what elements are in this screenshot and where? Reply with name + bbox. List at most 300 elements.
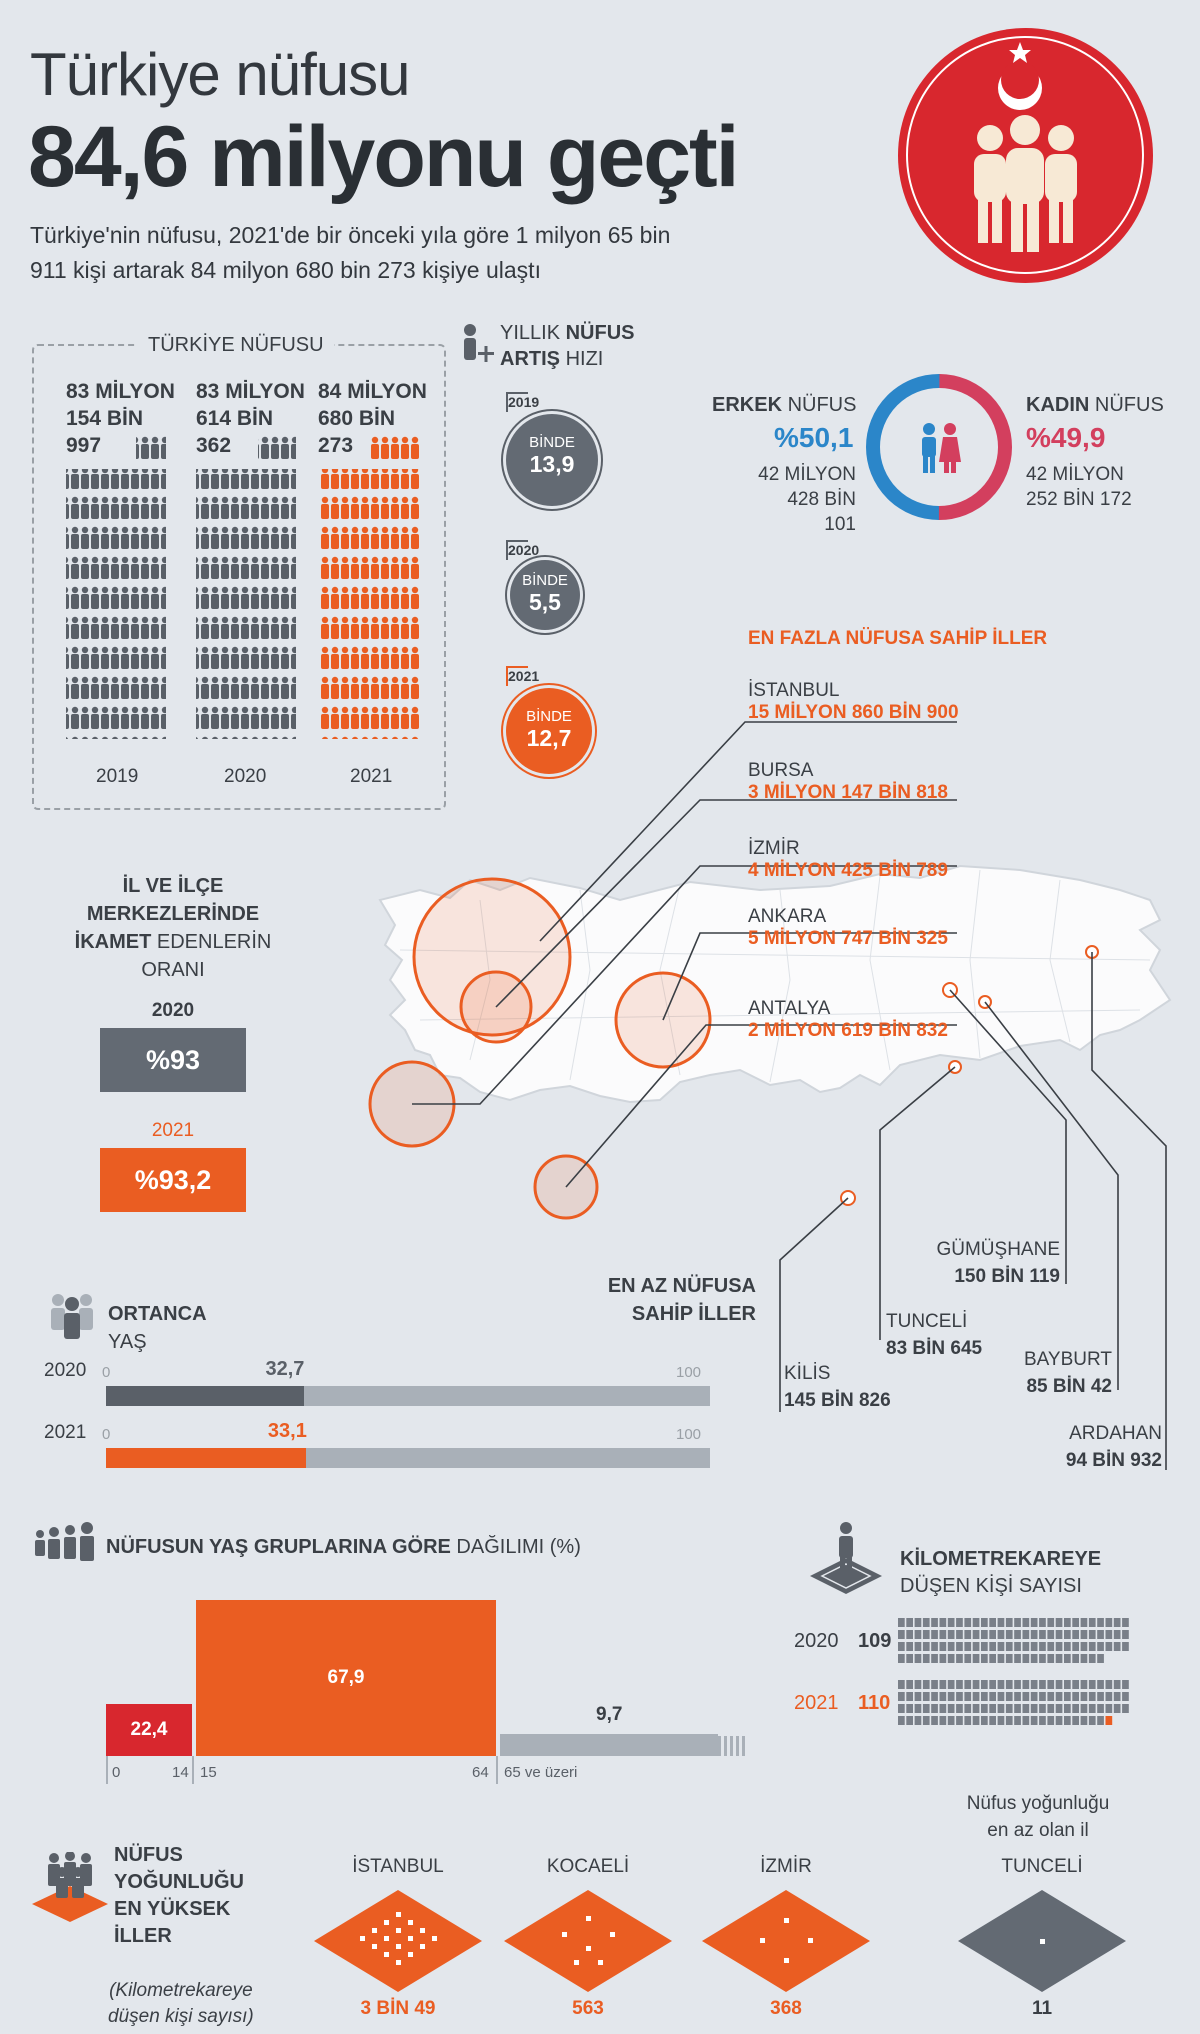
density-cell bbox=[989, 1630, 996, 1639]
density-cell bbox=[923, 1716, 930, 1725]
density-cell bbox=[948, 1692, 955, 1701]
density-cell bbox=[989, 1716, 996, 1725]
density-cell bbox=[1014, 1692, 1021, 1701]
city-istanbul-value: 15 MİLYON 860 BİN 900 bbox=[748, 702, 959, 723]
density-cell bbox=[1023, 1654, 1030, 1663]
density-city-kocaeli-value: 563 bbox=[572, 1998, 604, 2019]
pop-2021-line1: 84 MİLYON bbox=[318, 380, 427, 403]
pop-2020-line3: 362 bbox=[196, 434, 232, 457]
density-cell bbox=[1122, 1630, 1129, 1639]
density-cell bbox=[898, 1680, 905, 1689]
density-cell bbox=[1047, 1618, 1054, 1627]
density-cell bbox=[1081, 1680, 1088, 1689]
median-value-2021: 33,1 bbox=[267, 1420, 307, 1442]
density-cell bbox=[1072, 1618, 1079, 1627]
median-bar-2021 bbox=[106, 1448, 306, 1468]
density-cell bbox=[1072, 1630, 1079, 1639]
density-cities-title-line2: YOĞUNLUĞU bbox=[114, 1871, 244, 1893]
density-cell bbox=[1072, 1654, 1079, 1663]
density-cell bbox=[940, 1642, 947, 1651]
age-bar-continuation bbox=[718, 1736, 748, 1756]
density-cell bbox=[1056, 1654, 1063, 1663]
title-line1: Türkiye nüfusu bbox=[30, 41, 410, 108]
density-cell bbox=[1006, 1642, 1013, 1651]
density-cell bbox=[1106, 1704, 1113, 1713]
density-cell bbox=[1031, 1654, 1038, 1663]
density-city-kocaeli-name: KOCAELİ bbox=[546, 1856, 630, 1877]
density-cell bbox=[956, 1704, 963, 1713]
pop-2020-line2: 614 BİN bbox=[196, 407, 274, 430]
median-year-2021: 2021 bbox=[44, 1422, 87, 1443]
city-bayburt-value: 85 BİN 42 bbox=[1026, 1376, 1112, 1397]
residence-year-2021: 2021 bbox=[151, 1120, 195, 1141]
density-cell bbox=[1006, 1630, 1013, 1639]
age-bar-65-plus bbox=[500, 1734, 718, 1756]
density-cell bbox=[923, 1642, 930, 1651]
density-cell bbox=[998, 1654, 1005, 1663]
density-cell bbox=[1039, 1680, 1046, 1689]
density-cell bbox=[915, 1680, 922, 1689]
population-box-label: TÜRKİYE NÜFUSU bbox=[138, 334, 334, 357]
growth-unit-2020: BİNDE bbox=[522, 572, 568, 589]
city-istanbul-name: İSTANBUL bbox=[748, 680, 840, 701]
city-tunceli-value: 83 BİN 645 bbox=[886, 1338, 983, 1359]
subtitle-line2: 911 kişi artarak 84 milyon 680 bin 273 kişiye ulaştı bbox=[30, 257, 541, 283]
density-cell bbox=[1097, 1692, 1104, 1701]
density-cell bbox=[923, 1618, 930, 1627]
density-cell bbox=[1047, 1642, 1054, 1651]
density-cell bbox=[1072, 1704, 1079, 1713]
density-cell bbox=[906, 1642, 913, 1651]
pop-2019-line1: 83 MİLYON bbox=[66, 380, 175, 403]
density-cell bbox=[1097, 1630, 1104, 1639]
density-cell bbox=[973, 1716, 980, 1725]
density-cell bbox=[1089, 1692, 1096, 1701]
city-ardahan-name: ARDAHAN bbox=[1069, 1423, 1162, 1444]
age-groups-title bbox=[106, 1536, 581, 1559]
density-cell bbox=[989, 1618, 996, 1627]
density-city-tunceli-name: TUNCELİ bbox=[1001, 1856, 1083, 1877]
growth-title-normal: YILLIK bbox=[500, 322, 561, 344]
age-bar-15-64 bbox=[196, 1600, 496, 1756]
density-cell bbox=[973, 1654, 980, 1663]
city-ardahan bbox=[1010, 1420, 1162, 1474]
density-cell bbox=[915, 1630, 922, 1639]
density-cell bbox=[1114, 1704, 1121, 1713]
density-cell bbox=[964, 1716, 971, 1725]
density-cell bbox=[940, 1716, 947, 1725]
male-count-line2: 428 BİN 101 bbox=[787, 489, 856, 535]
density-cell bbox=[956, 1630, 963, 1639]
density-cell bbox=[1122, 1680, 1129, 1689]
density-cell bbox=[998, 1704, 1005, 1713]
density-cell bbox=[989, 1680, 996, 1689]
growth-title-bold1: NÜFUS bbox=[565, 322, 635, 344]
density-cell bbox=[998, 1680, 1005, 1689]
density-cell bbox=[964, 1618, 971, 1627]
family-icon bbox=[32, 1522, 98, 1564]
density-cell bbox=[973, 1630, 980, 1639]
density-cell bbox=[1056, 1642, 1063, 1651]
density-cell bbox=[1006, 1654, 1013, 1663]
person-on-grid-icon bbox=[806, 1522, 886, 1594]
density-cell bbox=[1114, 1618, 1121, 1627]
density-cell bbox=[915, 1642, 922, 1651]
density-cell bbox=[1056, 1692, 1063, 1701]
density-cell bbox=[989, 1642, 996, 1651]
density-cell bbox=[1114, 1642, 1121, 1651]
density-year-2020: 2020 bbox=[794, 1630, 839, 1652]
density-cell bbox=[948, 1630, 955, 1639]
density-cell bbox=[1097, 1618, 1104, 1627]
female-pct: %49,9 bbox=[1026, 422, 1106, 453]
density-cell bbox=[998, 1642, 1005, 1651]
density-cell bbox=[923, 1654, 930, 1663]
density-cell bbox=[973, 1704, 980, 1713]
density-cell bbox=[1089, 1680, 1096, 1689]
density-cell bbox=[931, 1680, 938, 1689]
density-cities-title-line4: İLLER bbox=[114, 1925, 172, 1947]
density-cell bbox=[1031, 1642, 1038, 1651]
density-cell bbox=[989, 1654, 996, 1663]
density-cell bbox=[1039, 1716, 1046, 1725]
density-cell bbox=[956, 1654, 963, 1663]
density-cell bbox=[1047, 1692, 1054, 1701]
density-cell bbox=[1014, 1642, 1021, 1651]
density-cell bbox=[1089, 1618, 1096, 1627]
density-cell bbox=[1072, 1642, 1079, 1651]
density-diamond-kocaeli bbox=[500, 1886, 676, 1996]
density-cell bbox=[1072, 1680, 1079, 1689]
city-antalya-value: 2 MİLYON 619 BİN 832 bbox=[748, 1020, 948, 1041]
density-city-istanbul-name: İSTANBUL bbox=[352, 1856, 444, 1877]
density-cell bbox=[1064, 1630, 1071, 1639]
density-cell bbox=[1081, 1630, 1088, 1639]
median-value-2020: 32,7 bbox=[265, 1358, 305, 1380]
density-cell bbox=[1097, 1680, 1104, 1689]
density-cell bbox=[1039, 1618, 1046, 1627]
bottom-cities-title-line1: EN AZ NÜFUSA bbox=[607, 1275, 756, 1297]
density-cities-title bbox=[114, 1842, 244, 1950]
density-cell bbox=[906, 1618, 913, 1627]
city-tunceli-name: TUNCELİ bbox=[886, 1311, 968, 1332]
city-gumushane bbox=[900, 1236, 1060, 1290]
density-cell bbox=[931, 1704, 938, 1713]
density-cell bbox=[948, 1716, 955, 1725]
density-cell bbox=[1081, 1654, 1088, 1663]
density-cell bbox=[1072, 1692, 1079, 1701]
age-label-65-plus: 65 ve üzeri bbox=[504, 1764, 578, 1781]
density-cell bbox=[1089, 1630, 1096, 1639]
female-count-line2: 252 BİN 172 bbox=[1026, 489, 1132, 510]
density-cell bbox=[1064, 1680, 1071, 1689]
density-cell bbox=[1097, 1704, 1104, 1713]
density-cell bbox=[1064, 1654, 1071, 1663]
density-cell bbox=[956, 1642, 963, 1651]
title-line2: 84,6 milyonu geçti bbox=[28, 109, 738, 205]
density-cell bbox=[1106, 1680, 1113, 1689]
density-grid-2020 bbox=[898, 1618, 1132, 1668]
age-label-64: 64 bbox=[472, 1764, 489, 1781]
density-cell bbox=[1114, 1680, 1121, 1689]
city-antalya bbox=[748, 998, 948, 1042]
residence-line3: EDENLERİN bbox=[156, 931, 272, 953]
density-cell bbox=[1023, 1618, 1030, 1627]
density-cell bbox=[906, 1680, 913, 1689]
pop-2021-line3: 273 bbox=[318, 434, 354, 457]
density-cell bbox=[956, 1680, 963, 1689]
density-cell bbox=[1122, 1692, 1129, 1701]
density-cell bbox=[981, 1618, 988, 1627]
residence-line2: MERKEZLERİNDE bbox=[86, 903, 260, 925]
density-cell bbox=[1039, 1704, 1046, 1713]
city-bursa bbox=[748, 760, 948, 804]
density-cell bbox=[1064, 1692, 1071, 1701]
density-cell bbox=[1056, 1618, 1063, 1627]
growth-year-2019: 2019 bbox=[508, 394, 540, 410]
density-cell bbox=[989, 1692, 996, 1701]
density-cell bbox=[1023, 1704, 1030, 1713]
city-ankara bbox=[748, 906, 948, 950]
growth-year-2020: 2020 bbox=[508, 542, 540, 558]
age-value-0-14: 22,4 bbox=[130, 1719, 168, 1741]
growth-value-2021: 12,7 bbox=[526, 725, 572, 751]
city-ardahan-value: 94 BİN 932 bbox=[1065, 1450, 1162, 1471]
age-groups-title-normal: DAĞILIMI (%) bbox=[456, 1536, 581, 1558]
density-diamond-izmir bbox=[698, 1886, 874, 1996]
density-cell bbox=[964, 1704, 971, 1713]
density-title-normal: DÜŞEN KİŞİ SAYISI bbox=[900, 1575, 1082, 1597]
density-cell bbox=[915, 1618, 922, 1627]
density-cell bbox=[1064, 1716, 1071, 1725]
density-cell bbox=[1106, 1630, 1113, 1639]
density-cell bbox=[898, 1642, 905, 1651]
people-group-icon bbox=[48, 1292, 96, 1346]
male-count-line1: 42 MİLYON bbox=[758, 464, 856, 485]
residence-year-2020: 2020 bbox=[151, 1000, 195, 1021]
residence-title bbox=[60, 872, 286, 984]
density-cell bbox=[1023, 1692, 1030, 1701]
density-city-tunceli-value: 11 bbox=[1031, 1998, 1053, 2019]
density-cell bbox=[898, 1630, 905, 1639]
density-diamond-tunceli bbox=[954, 1886, 1130, 1996]
density-cell bbox=[923, 1704, 930, 1713]
crowd-on-grid-icon bbox=[28, 1852, 112, 1922]
density-cell bbox=[906, 1654, 913, 1663]
density-cell bbox=[940, 1704, 947, 1713]
density-note bbox=[108, 1978, 254, 2030]
density-cell bbox=[1047, 1704, 1054, 1713]
density-cell bbox=[1031, 1716, 1038, 1725]
density-cities-title-line1: NÜFUS bbox=[114, 1844, 183, 1866]
density-grid-2021 bbox=[898, 1680, 1132, 1730]
bottom-cities-title bbox=[600, 1272, 756, 1328]
density-diamond-istanbul bbox=[310, 1886, 486, 1996]
density-cell bbox=[998, 1618, 1005, 1627]
density-cell bbox=[981, 1692, 988, 1701]
residence-line3-bold: İKAMET bbox=[74, 931, 152, 953]
density-cell bbox=[956, 1692, 963, 1701]
city-izmir-name: İZMİR bbox=[748, 838, 800, 859]
density-cell bbox=[1122, 1642, 1129, 1651]
density-city-istanbul-value: 3 BİN 49 bbox=[360, 1998, 436, 2019]
density-note-line2: düşen kişi sayısı) bbox=[108, 2006, 254, 2027]
female-label-bold: KADIN bbox=[1026, 394, 1090, 416]
city-ankara-name: ANKARA bbox=[748, 906, 827, 927]
density-cell bbox=[898, 1618, 905, 1627]
density-cell bbox=[923, 1692, 930, 1701]
growth-title-normal2: HIZI bbox=[565, 348, 604, 370]
density-cell bbox=[1122, 1618, 1129, 1627]
density-cell bbox=[981, 1704, 988, 1713]
median-min-2021: 0 bbox=[102, 1426, 111, 1443]
median-title-bold: ORTANCA bbox=[108, 1303, 207, 1325]
density-cell bbox=[923, 1630, 930, 1639]
density-cell bbox=[998, 1716, 1005, 1725]
density-cell bbox=[1097, 1654, 1104, 1663]
growth-year-2021: 2021 bbox=[508, 668, 540, 684]
density-cell bbox=[1089, 1642, 1096, 1651]
density-cell bbox=[1081, 1716, 1088, 1725]
density-cell bbox=[1056, 1630, 1063, 1639]
density-cell bbox=[1064, 1642, 1071, 1651]
density-cell bbox=[964, 1680, 971, 1689]
density-cell bbox=[898, 1704, 905, 1713]
density-cell bbox=[1014, 1704, 1021, 1713]
density-cell bbox=[973, 1692, 980, 1701]
density-cell bbox=[1014, 1680, 1021, 1689]
density-cell bbox=[1122, 1704, 1129, 1713]
density-cell bbox=[915, 1692, 922, 1701]
density-cell bbox=[1106, 1692, 1113, 1701]
age-bar-0-14 bbox=[106, 1704, 192, 1756]
density-cell bbox=[1047, 1680, 1054, 1689]
residence-line1: İL VE İLÇE bbox=[122, 875, 224, 897]
density-city-izmir-value: 368 bbox=[770, 1998, 802, 2019]
city-bursa-name: BURSA bbox=[748, 760, 814, 781]
density-cell bbox=[981, 1642, 988, 1651]
density-cell bbox=[1106, 1642, 1113, 1651]
density-cell bbox=[915, 1716, 922, 1725]
density-cell bbox=[981, 1630, 988, 1639]
median-bar-2020 bbox=[106, 1386, 304, 1406]
density-cell bbox=[948, 1642, 955, 1651]
density-cell bbox=[1006, 1692, 1013, 1701]
density-cell bbox=[940, 1630, 947, 1639]
age-label-14: 14 bbox=[172, 1764, 189, 1781]
density-cell bbox=[1064, 1618, 1071, 1627]
density-cell bbox=[1114, 1692, 1121, 1701]
growth-value-2020: 5,5 bbox=[529, 589, 561, 615]
median-max-2021: 100 bbox=[676, 1426, 702, 1443]
city-izmir bbox=[748, 838, 948, 882]
density-cell bbox=[931, 1630, 938, 1639]
age-label-0: 0 bbox=[112, 1764, 121, 1781]
age-label-15: 15 bbox=[200, 1764, 217, 1781]
density-cell bbox=[1056, 1716, 1063, 1725]
density-cell bbox=[1089, 1704, 1096, 1713]
density-cell bbox=[1106, 1618, 1113, 1627]
city-gumushane-value: 150 BİN 119 bbox=[954, 1266, 1060, 1287]
pop-2019-line2: 154 BİN bbox=[66, 407, 144, 430]
city-bayburt bbox=[980, 1346, 1112, 1400]
bottom-cities-title-line2: SAHİP İLLER bbox=[631, 1303, 756, 1325]
density-cell bbox=[1039, 1654, 1046, 1663]
city-ankara-value: 5 MİLYON 747 BİN 325 bbox=[748, 928, 948, 949]
density-cell bbox=[1039, 1642, 1046, 1651]
median-year-2020: 2020 bbox=[44, 1360, 87, 1381]
density-cell bbox=[931, 1692, 938, 1701]
age-value-65-plus: 9,7 bbox=[596, 1703, 623, 1725]
density-cell bbox=[1097, 1716, 1104, 1725]
density-cell bbox=[1039, 1630, 1046, 1639]
density-cell bbox=[906, 1704, 913, 1713]
density-cell bbox=[898, 1654, 905, 1663]
subtitle-line1: Türkiye'nin nüfusu, 2021'de bir önceki yıla göre 1 milyon 65 bin bbox=[30, 222, 671, 248]
density-cell bbox=[1047, 1716, 1054, 1725]
density-cell bbox=[931, 1716, 938, 1725]
top-cities-title: EN FAZLA NÜFUSA SAHİP İLLER bbox=[748, 628, 1048, 649]
density-cell bbox=[1031, 1618, 1038, 1627]
city-istanbul bbox=[748, 680, 959, 724]
density-cell bbox=[1056, 1680, 1063, 1689]
density-cell bbox=[898, 1692, 905, 1701]
density-value-2021: 110 bbox=[858, 1692, 891, 1714]
density-cell bbox=[1023, 1630, 1030, 1639]
density-cell bbox=[906, 1716, 913, 1725]
density-cell bbox=[940, 1618, 947, 1627]
density-cell bbox=[948, 1618, 955, 1627]
density-cell bbox=[1081, 1692, 1088, 1701]
pop-year-2020: 2020 bbox=[224, 766, 267, 787]
lowest-density-note bbox=[938, 1790, 1138, 1844]
density-cell bbox=[915, 1704, 922, 1713]
density-cell bbox=[1014, 1618, 1021, 1627]
residence-line4: ORANI bbox=[141, 959, 205, 981]
density-cell bbox=[931, 1618, 938, 1627]
city-bayburt-name: BAYBURT bbox=[1024, 1349, 1112, 1370]
density-title bbox=[900, 1546, 1101, 1600]
median-max-2020: 100 bbox=[676, 1364, 702, 1381]
density-cell bbox=[964, 1630, 971, 1639]
male-label-bold: ERKEK bbox=[712, 394, 783, 416]
density-cell bbox=[964, 1642, 971, 1651]
density-cell bbox=[1072, 1716, 1079, 1725]
pop-year-2021: 2021 bbox=[350, 766, 393, 787]
density-cell bbox=[1031, 1704, 1038, 1713]
density-cell bbox=[948, 1704, 955, 1713]
density-cell bbox=[1023, 1716, 1030, 1725]
density-cell bbox=[940, 1654, 947, 1663]
density-cell bbox=[1031, 1692, 1038, 1701]
density-cell bbox=[931, 1642, 938, 1651]
density-cell bbox=[1023, 1642, 1030, 1651]
density-cell bbox=[1097, 1642, 1104, 1651]
city-kilis-name: KİLİS bbox=[784, 1363, 831, 1384]
density-cell bbox=[1031, 1630, 1038, 1639]
density-cell bbox=[1039, 1692, 1046, 1701]
age-groups-title-bold: NÜFUSUN YAŞ GRUPLARINA GÖRE bbox=[106, 1536, 451, 1558]
median-title bbox=[108, 1300, 207, 1356]
density-cell bbox=[1031, 1680, 1038, 1689]
pop-2019-line3: 997 bbox=[66, 434, 102, 457]
density-cell bbox=[989, 1704, 996, 1713]
density-note-line1: (Kilometrekareye bbox=[109, 1980, 253, 2001]
density-cell bbox=[1081, 1704, 1088, 1713]
city-kilis-value: 145 BİN 826 bbox=[784, 1390, 891, 1411]
male-pct: %50,1 bbox=[774, 422, 854, 453]
density-cell bbox=[1089, 1654, 1096, 1663]
